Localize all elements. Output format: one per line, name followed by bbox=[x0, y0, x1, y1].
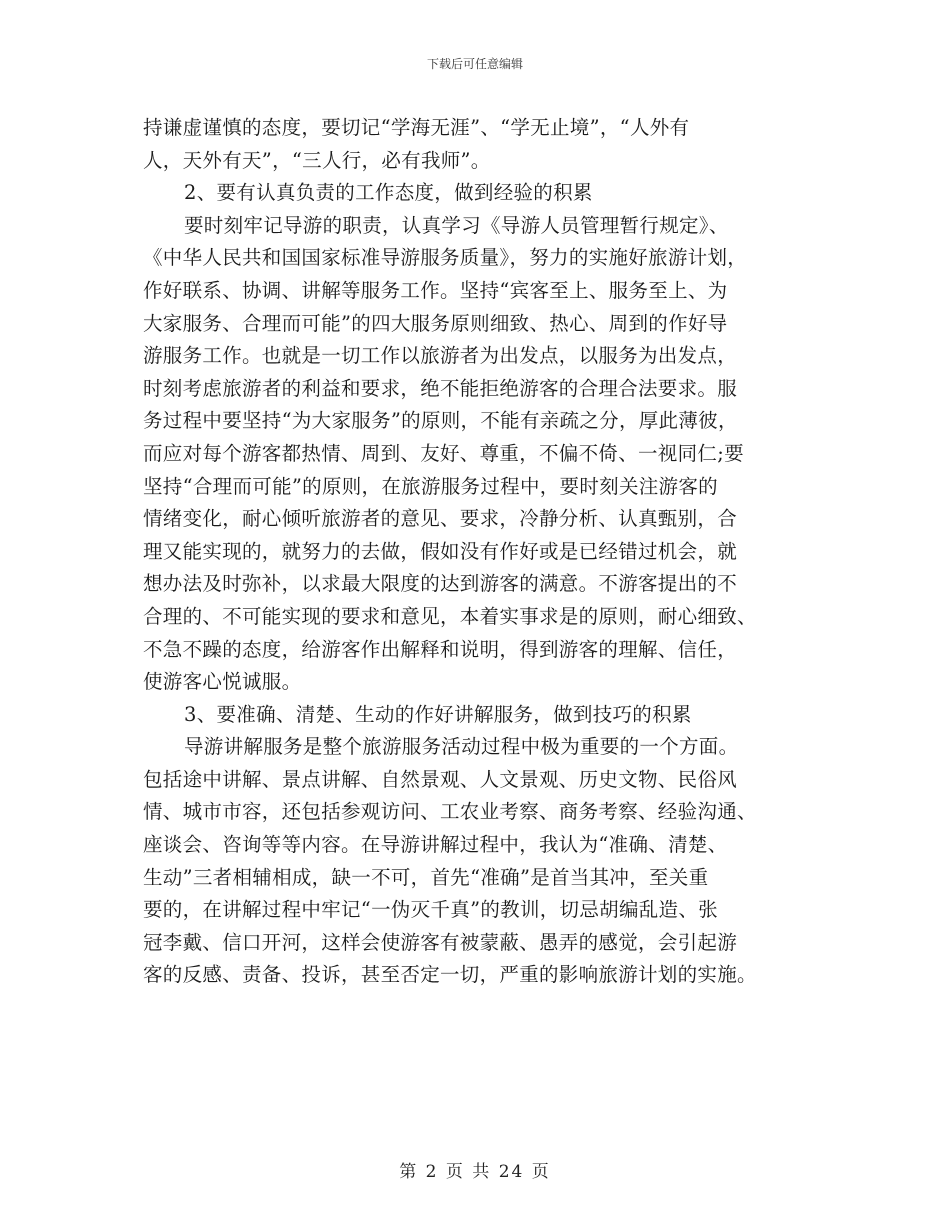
text-line: 要时刻牢记导游的职责，认真学习《导游人员管理暂行规定》、 bbox=[184, 213, 729, 237]
text-line: 生动”三者相辅相成，缺一不可，首先“准确”是首当其冲，至关重 bbox=[143, 865, 709, 889]
body-text bbox=[143, 112, 811, 992]
text-line: 客的反感、责备、投诉，甚至否定一切，严重的影响旅游计划的实施。 bbox=[143, 963, 757, 987]
text-line: 作好联系、协调、讲解等服务工作。坚持“宾客至上、服务至上、为 bbox=[143, 278, 728, 302]
text-line: 冠李戴、信口开河，这样会使游客有被蒙蔽、愚弄的感觉，会引起游 bbox=[143, 930, 738, 954]
page-footer: 第 2 页 共 24 页 bbox=[399, 1162, 551, 1182]
text-line: 《中华人民共和国国家标准导游服务质量》，努力的实施好旅游计划， bbox=[143, 246, 748, 270]
text-line: 理又能实现的，就努力的去做，假如没有作好或是已经错过机会，就 bbox=[143, 539, 738, 563]
text-line: 2、要有认真负责的工作态度，做到经验的积累 bbox=[184, 181, 593, 205]
page-header: 下载后可任意编辑 bbox=[426, 57, 523, 71]
text-line: 要的，在讲解过程中牢记“一伪灭千真”的教训，切忌胡编乱造、张 bbox=[143, 898, 718, 922]
text-line: 包括途中讲解、景点讲解、自然景观、人文景观、历史文物、民俗风 bbox=[143, 767, 738, 791]
text-line: 时刻考虑旅游者的利益和要求，绝不能拒绝游客的合理合法要求。服 bbox=[143, 376, 738, 400]
text-line: 合理的、不可能实现的要求和意见，本着实事求是的原则，耐心细致、 bbox=[143, 604, 757, 628]
text-line: 想办法及时弥补，以求最大限度的达到游客的满意。不游客提出的不 bbox=[143, 572, 738, 596]
text-line: 3、要准确、清楚、生动的作好讲解服务，做到技巧的积累 bbox=[184, 702, 692, 726]
text-line: 坚持“合理而可能”的原则，在旅游服务过程中，要时刻关注游客的 bbox=[143, 474, 718, 498]
text-line: 情绪变化，耐心倾听旅游者的意见、要求，冷静分析、认真甄别，合 bbox=[143, 507, 738, 531]
text-line: 人，天外有天”，“三人行，必有我师”。 bbox=[143, 148, 491, 172]
text-line: 务过程中要坚持“为大家服务”的原则，不能有亲疏之分，厚此薄彼， bbox=[143, 409, 738, 433]
text-line: 游服务工作。也就是一切工作以旅游者为出发点，以服务为出发点， bbox=[143, 344, 738, 368]
text-line: 导游讲解服务是整个旅游服务活动过程中极为重要的一个方面。 bbox=[184, 735, 739, 759]
text-line: 而应对每个游客都热情、周到、友好、尊重，不偏不倚、一视同仁;要 bbox=[143, 441, 744, 465]
text-line: 持谦虚谨慎的态度，要切记“学海无涯”、“学无止境”，“人外有 bbox=[143, 116, 690, 139]
text-line: 大家服务、合理而可能”的四大服务原则细致、热心、周到的作好导 bbox=[143, 311, 728, 335]
text-line: 座谈会、咨询等等内容。在导游讲解过程中，我认为“准确、清楚、 bbox=[143, 833, 728, 857]
text-line: 不急不躁的态度，给游客作出解释和说明，得到游客的理解、信任， bbox=[143, 637, 738, 661]
text-line: 情、城市市容，还包括参观访问、工农业考察、商务考察、经验沟通、 bbox=[143, 800, 757, 824]
text-line: 使游客心悦诚服。 bbox=[143, 670, 302, 694]
